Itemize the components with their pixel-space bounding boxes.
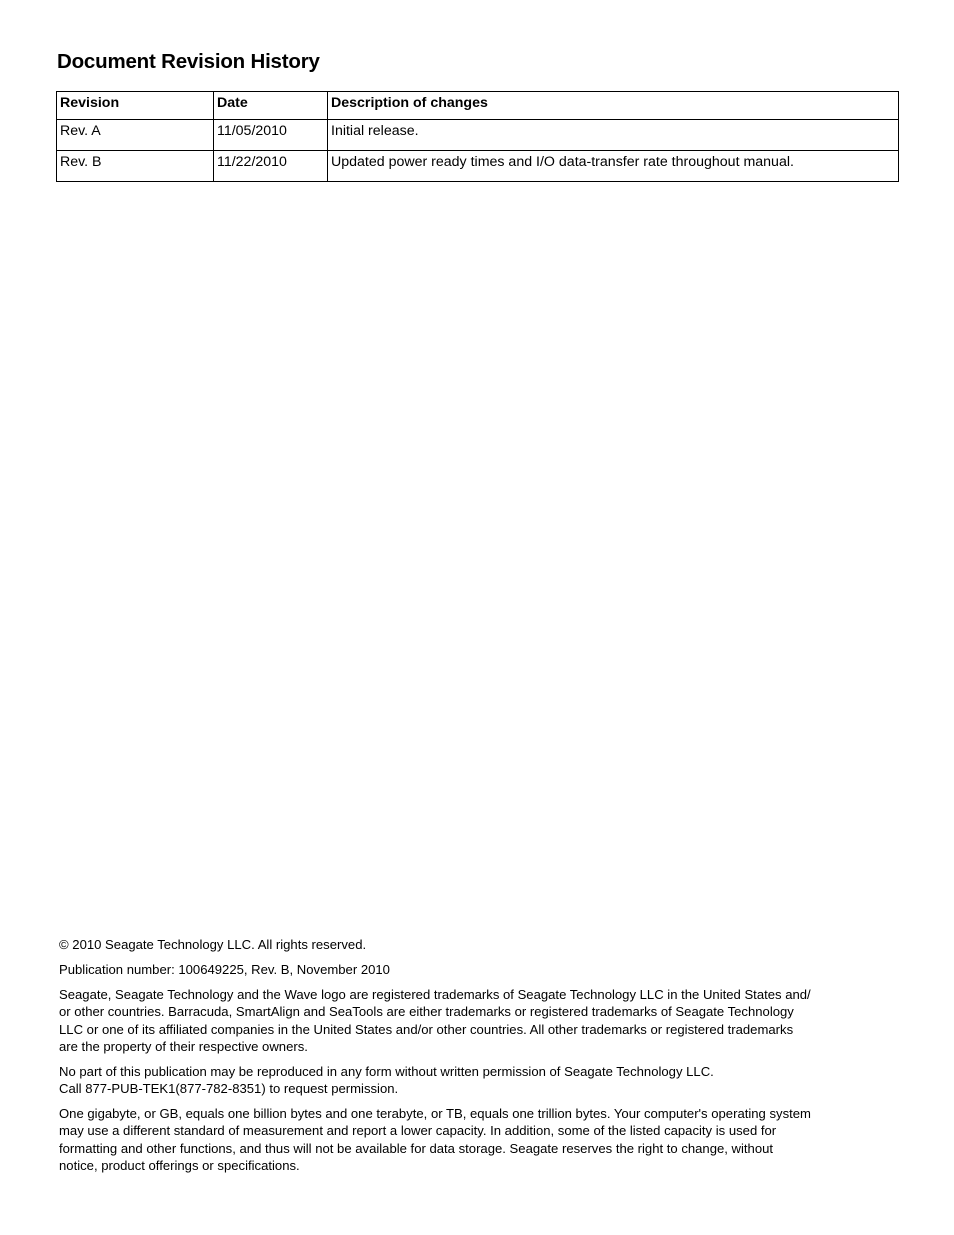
- table-header-row: [57, 92, 899, 120]
- cell-date: 11/22/2010: [214, 151, 328, 182]
- cell-description: Initial release.: [328, 120, 899, 151]
- page-title: Document Revision History: [57, 50, 320, 73]
- reproduction-line: No part of this publication may be reproduced in any form without written permission of Seagate Technology LLC.: [59, 1063, 714, 1079]
- reproduction-line: Call 877-PUB-TEK1(877-782-8351) to request permission.: [59, 1081, 399, 1097]
- header-date: Date: [214, 92, 328, 120]
- revision-history-table: [56, 91, 899, 182]
- publication-number: Publication number: 100649225, Rev. B, November 2010: [59, 961, 390, 977]
- capacity-line: formatting and other functions, and thus will not be available for data storage. Seagate reserves the right to change, without: [59, 1140, 774, 1156]
- cell-description: Updated power ready times and I/O data-transfer rate throughout manual.: [328, 151, 899, 182]
- cell-date: 11/05/2010: [214, 120, 328, 151]
- copyright-notice: © 2010 Seagate Technology LLC. All rights reserved.: [59, 937, 367, 952]
- trademark-line: LLC or one of its affiliated companies in the United States and/or other countries. All other trademarks or registered trademarks: [59, 1021, 794, 1037]
- cell-revision: Rev. B: [57, 151, 214, 182]
- trademark-notice: [59, 986, 889, 1055]
- header-revision: Revision: [57, 92, 214, 120]
- legal-footer: [59, 936, 889, 1182]
- table-row: [57, 151, 899, 182]
- table-row: [57, 120, 899, 151]
- trademark-line: Seagate, Seagate Technology and the Wave logo are registered trademarks of Seagate Technology LLC in the United States and/: [59, 986, 811, 1002]
- header-description: Description of changes: [328, 92, 899, 120]
- capacity-notice: [59, 1105, 889, 1174]
- trademark-line: are the property of their respective owners.: [59, 1038, 308, 1054]
- trademark-line: or other countries. Barracuda, SmartAlign and SeaTools are either trademarks or registered trademarks of Seagate Technology: [59, 1004, 794, 1020]
- capacity-line: may use a different standard of measurement and report a lower capacity. In addition, some of the listed capacity is used for: [59, 1123, 777, 1139]
- reproduction-notice: [59, 1063, 889, 1098]
- capacity-line: One gigabyte, or GB, equals one billion bytes and one terabyte, or TB, equals one trillion bytes. Your computer's operating system: [59, 1106, 811, 1122]
- capacity-line: notice, product offerings or specifications.: [59, 1158, 300, 1174]
- cell-revision: Rev. A: [57, 120, 214, 151]
